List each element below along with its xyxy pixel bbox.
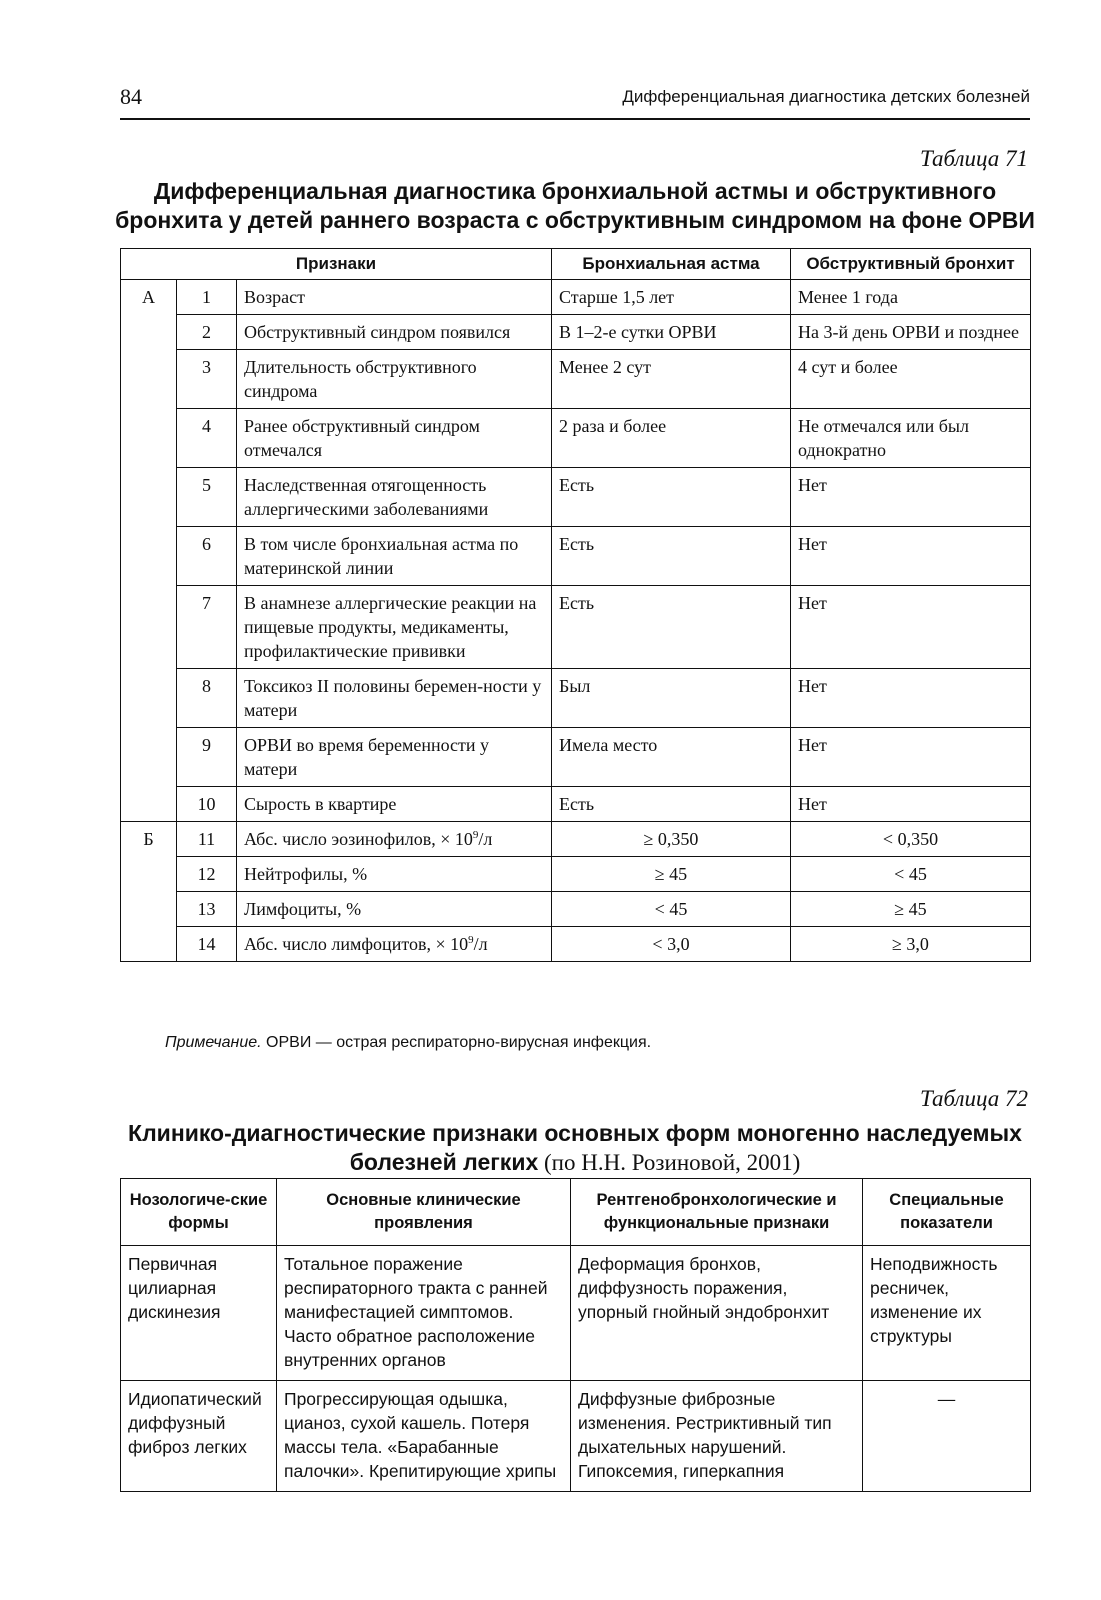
running-title: Дифференциальная диагностика детских болезней bbox=[622, 87, 1030, 106]
sign-cell bbox=[237, 822, 552, 857]
header-xray: Рентгенобронхологические и функциональные признаки bbox=[571, 1179, 863, 1246]
row-number: 3 bbox=[177, 350, 237, 409]
asthma-cell: 2 раза и более bbox=[552, 409, 791, 468]
bronchitis-cell: Нет bbox=[791, 527, 1031, 586]
asthma-cell: Менее 2 сут bbox=[552, 350, 791, 409]
sign-text: Абс. число лимфоцитов, × 10 bbox=[244, 934, 469, 954]
asthma-cell: < 45 bbox=[552, 892, 791, 927]
header-forms: Нозологиче-ские формы bbox=[121, 1179, 277, 1246]
table-row bbox=[121, 728, 1031, 787]
table-row bbox=[121, 409, 1031, 468]
table-71-caption: Дифференциальная диагностика бронхиальной астмы и обструктивного бронхита у детей раннего возраста с обструктивным синдромом на фоне ОРВИ bbox=[115, 178, 1035, 233]
group-label: А bbox=[121, 280, 177, 822]
group-label: Б bbox=[121, 822, 177, 962]
asthma-cell: В 1–2-е сутки ОРВИ bbox=[552, 315, 791, 350]
sign-cell: Нейтрофилы, % bbox=[237, 857, 552, 892]
table-row bbox=[121, 669, 1031, 728]
row-number: 6 bbox=[177, 527, 237, 586]
unit-text: /л bbox=[473, 934, 488, 954]
asthma-cell: ≥ 45 bbox=[552, 857, 791, 892]
row-number: 12 bbox=[177, 857, 237, 892]
xray-cell: Диффузные фиброзные изменения. Рестриктивный тип дыхательных нарушений. Гипоксемия, гиперкапния bbox=[571, 1381, 863, 1492]
table-row bbox=[121, 315, 1031, 350]
table-row bbox=[121, 892, 1031, 927]
sign-cell: Токсикоз II половины беремен-ности у матери bbox=[237, 669, 552, 728]
sign-cell: В анамнезе аллергические реакции на пищевые продукты, медикаменты, профилактические прививки bbox=[237, 586, 552, 669]
table-row bbox=[121, 468, 1031, 527]
row-number: 14 bbox=[177, 927, 237, 962]
table-row bbox=[121, 350, 1031, 409]
clinical-cell: Тотальное поражение респираторного тракта с ранней манифестацией симптомов. Часто обратное расположение внутренних органов bbox=[277, 1246, 571, 1381]
table-row bbox=[121, 586, 1031, 669]
table-row bbox=[121, 1381, 1031, 1492]
asthma-cell: Есть bbox=[552, 527, 791, 586]
bronchitis-cell: Нет bbox=[791, 787, 1031, 822]
unit-text: /л bbox=[478, 829, 493, 849]
header-signs: Признаки bbox=[121, 249, 552, 280]
table-row bbox=[121, 787, 1031, 822]
sign-cell: Длительность обструктивного синдрома bbox=[237, 350, 552, 409]
row-number: 11 bbox=[177, 822, 237, 857]
row-number: 9 bbox=[177, 728, 237, 787]
form-cell: Первичная цилиарная дискинезия bbox=[121, 1246, 277, 1381]
table-72-label: Таблица 72 bbox=[919, 1086, 1028, 1111]
bronchitis-cell: < 45 bbox=[791, 857, 1031, 892]
sign-cell: В том числе бронхиальная астма по материнской линии bbox=[237, 527, 552, 586]
row-number: 1 bbox=[177, 280, 237, 315]
asthma-cell: Есть bbox=[552, 586, 791, 669]
asthma-cell: Имела место bbox=[552, 728, 791, 787]
bronchitis-cell: На 3-й день ОРВИ и позднее bbox=[791, 315, 1031, 350]
header-bronchitis: Обструктивный бронхит bbox=[791, 249, 1031, 280]
table-row bbox=[121, 927, 1031, 962]
row-number: 2 bbox=[177, 315, 237, 350]
bronchitis-cell: ≥ 3,0 bbox=[791, 927, 1031, 962]
sign-cell: Наследственная отягощенность аллергическими заболеваниями bbox=[237, 468, 552, 527]
table-header-row bbox=[121, 1179, 1031, 1246]
row-number: 10 bbox=[177, 787, 237, 822]
form-cell: Идиопатический диффузный фиброз легких bbox=[121, 1381, 277, 1492]
bronchitis-cell: ≥ 45 bbox=[791, 892, 1031, 927]
asthma-cell: Был bbox=[552, 669, 791, 728]
sign-text: Абс. число эозинофилов, × 10 bbox=[244, 829, 473, 849]
exponent: 9 bbox=[472, 829, 479, 841]
sign-cell: Сырость в квартире bbox=[237, 787, 552, 822]
page-number: 84 bbox=[120, 84, 142, 109]
sign-cell: Обструктивный синдром появился bbox=[237, 315, 552, 350]
asthma-cell: ≥ 0,350 bbox=[552, 822, 791, 857]
sign-cell: ОРВИ во время беременности у матери bbox=[237, 728, 552, 787]
page-header bbox=[120, 84, 1030, 120]
bronchitis-cell: Не отмечался или был однократно bbox=[791, 409, 1031, 468]
table-row bbox=[121, 822, 1031, 857]
table-71 bbox=[120, 248, 1031, 962]
sign-cell: Лимфоциты, % bbox=[237, 892, 552, 927]
row-number: 4 bbox=[177, 409, 237, 468]
sign-cell: Возраст bbox=[237, 280, 552, 315]
table-row bbox=[121, 280, 1031, 315]
header-special: Специальные показатели bbox=[863, 1179, 1031, 1246]
sign-cell bbox=[237, 927, 552, 962]
table-72 bbox=[120, 1178, 1031, 1492]
table-row bbox=[121, 1246, 1031, 1381]
sign-cell: Ранее обструктивный синдром отмечался bbox=[237, 409, 552, 468]
table-71-note bbox=[165, 1034, 651, 1052]
header-asthma: Бронхиальная астма bbox=[552, 249, 791, 280]
special-cell: Неподвижность ресничек, изменение их структуры bbox=[863, 1246, 1031, 1381]
special-cell: — bbox=[863, 1381, 1031, 1492]
bronchitis-cell: < 0,350 bbox=[791, 822, 1031, 857]
table-header-row bbox=[121, 249, 1031, 280]
table-72-caption bbox=[112, 1119, 1038, 1177]
bronchitis-cell: Менее 1 года bbox=[791, 280, 1031, 315]
bronchitis-cell: 4 сут и более bbox=[791, 350, 1031, 409]
asthma-cell: Старше 1,5 лет bbox=[552, 280, 791, 315]
table-row bbox=[121, 857, 1031, 892]
row-number: 5 bbox=[177, 468, 237, 527]
bronchitis-cell: Нет bbox=[791, 669, 1031, 728]
caption-bold: Клинико-диагностические признаки основных форм моногенно наследуемых болезней легких bbox=[128, 1120, 1022, 1175]
bronchitis-cell: Нет bbox=[791, 728, 1031, 787]
row-number: 13 bbox=[177, 892, 237, 927]
table-71-label: Таблица 71 bbox=[919, 146, 1028, 171]
row-number: 7 bbox=[177, 586, 237, 669]
row-number: 8 bbox=[177, 669, 237, 728]
table-row bbox=[121, 527, 1031, 586]
asthma-cell: Есть bbox=[552, 468, 791, 527]
asthma-cell: Есть bbox=[552, 787, 791, 822]
note-label: Примечание. bbox=[165, 1034, 262, 1051]
asthma-cell: < 3,0 bbox=[552, 927, 791, 962]
exponent: 9 bbox=[468, 934, 474, 946]
xray-cell: Деформация бронхов, диффузность поражения, упорный гнойный эндобронхит bbox=[571, 1246, 863, 1381]
bronchitis-cell: Нет bbox=[791, 586, 1031, 669]
header-clinical: Основные клинические проявления bbox=[277, 1179, 571, 1246]
bronchitis-cell: Нет bbox=[791, 468, 1031, 527]
note-text: ОРВИ — острая респираторно-вирусная инфекция. bbox=[261, 1034, 652, 1051]
clinical-cell: Прогрессирующая одышка, цианоз, сухой кашель. Потеря массы тела. «Барабанные палочки». Крепитирующие хрипы bbox=[277, 1381, 571, 1492]
caption-source: (по Н.Н. Розиновой, 2001) bbox=[538, 1150, 801, 1175]
